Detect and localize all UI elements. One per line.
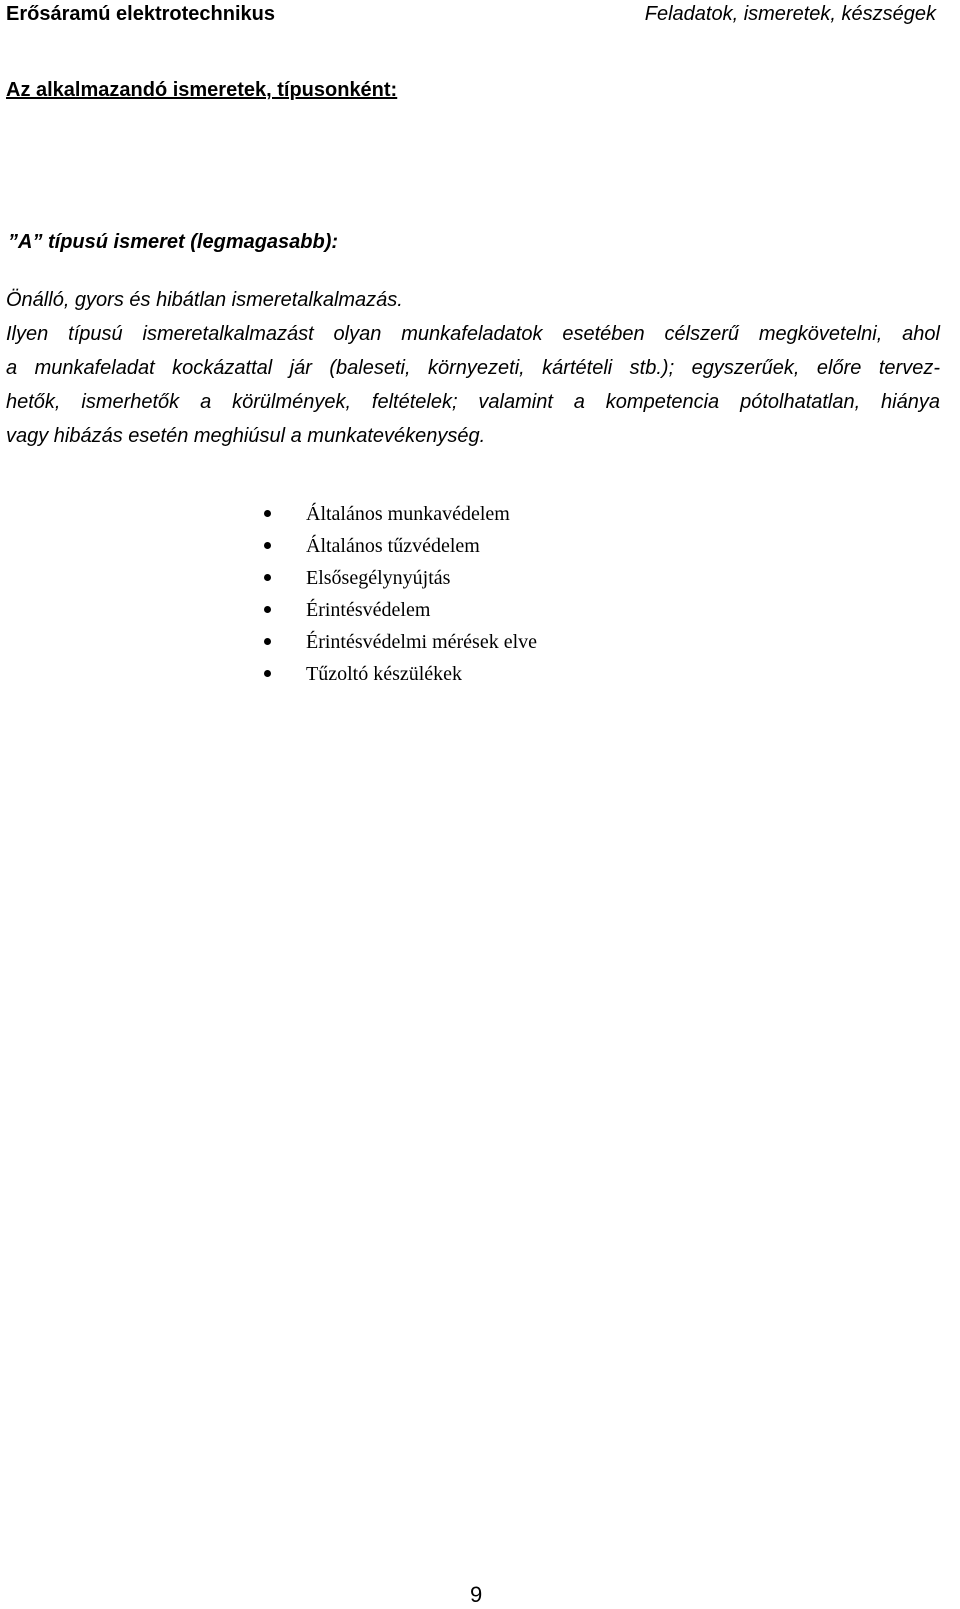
paragraph-line: hetők, ismerhetők a körülmények, feltételek; valamint a kompetencia pótolhatatlan, hiánya — [6, 391, 940, 413]
header-left-title: Erősáramú elektrotechnikus — [6, 3, 275, 25]
list-item-label: Érintésvédelem — [306, 599, 431, 621]
list-item-label: Tűzoltó készülékek — [306, 663, 463, 685]
paragraph-line: vagy hibázás esetén meghiúsul a munkatevékenység. — [6, 425, 486, 447]
header-right-title: Feladatok, ismeretek, készségek — [644, 3, 936, 25]
list-item-label: Elsősegélynyújtás — [306, 567, 451, 589]
bullet-icon — [264, 670, 271, 677]
bullet-icon — [264, 510, 271, 517]
page-header — [0, 0, 960, 30]
paragraph-line: a munkafeladat kockázattal jár (baleseti, környezeti, kártételi stb.); egyszerűek, előre tervez- — [6, 357, 940, 379]
list-item-label: Érintésvédelmi mérések elve — [306, 631, 538, 653]
list-item-label: Általános tűzvédelem — [306, 535, 480, 557]
type-heading: ”A” típusú ismeret (legmagasabb): — [8, 231, 339, 253]
bullet-icon — [264, 638, 271, 645]
intro-line: Önálló, gyors és hibátlan ismeretalkalmazás. — [6, 289, 403, 311]
bullet-icon — [264, 574, 271, 581]
paragraph-line: Ilyen típusú ismeretalkalmazást olyan munkafeladatok esetében célszerű megkövetelni, ahol — [6, 323, 940, 345]
bullet-icon — [264, 606, 271, 613]
section-heading: Az alkalmazandó ismeretek, típusonként: — [6, 79, 398, 101]
page-number: 9 — [470, 1582, 483, 1607]
bullet-icon — [264, 542, 271, 549]
list-item-label: Általános munkavédelem — [306, 503, 510, 525]
